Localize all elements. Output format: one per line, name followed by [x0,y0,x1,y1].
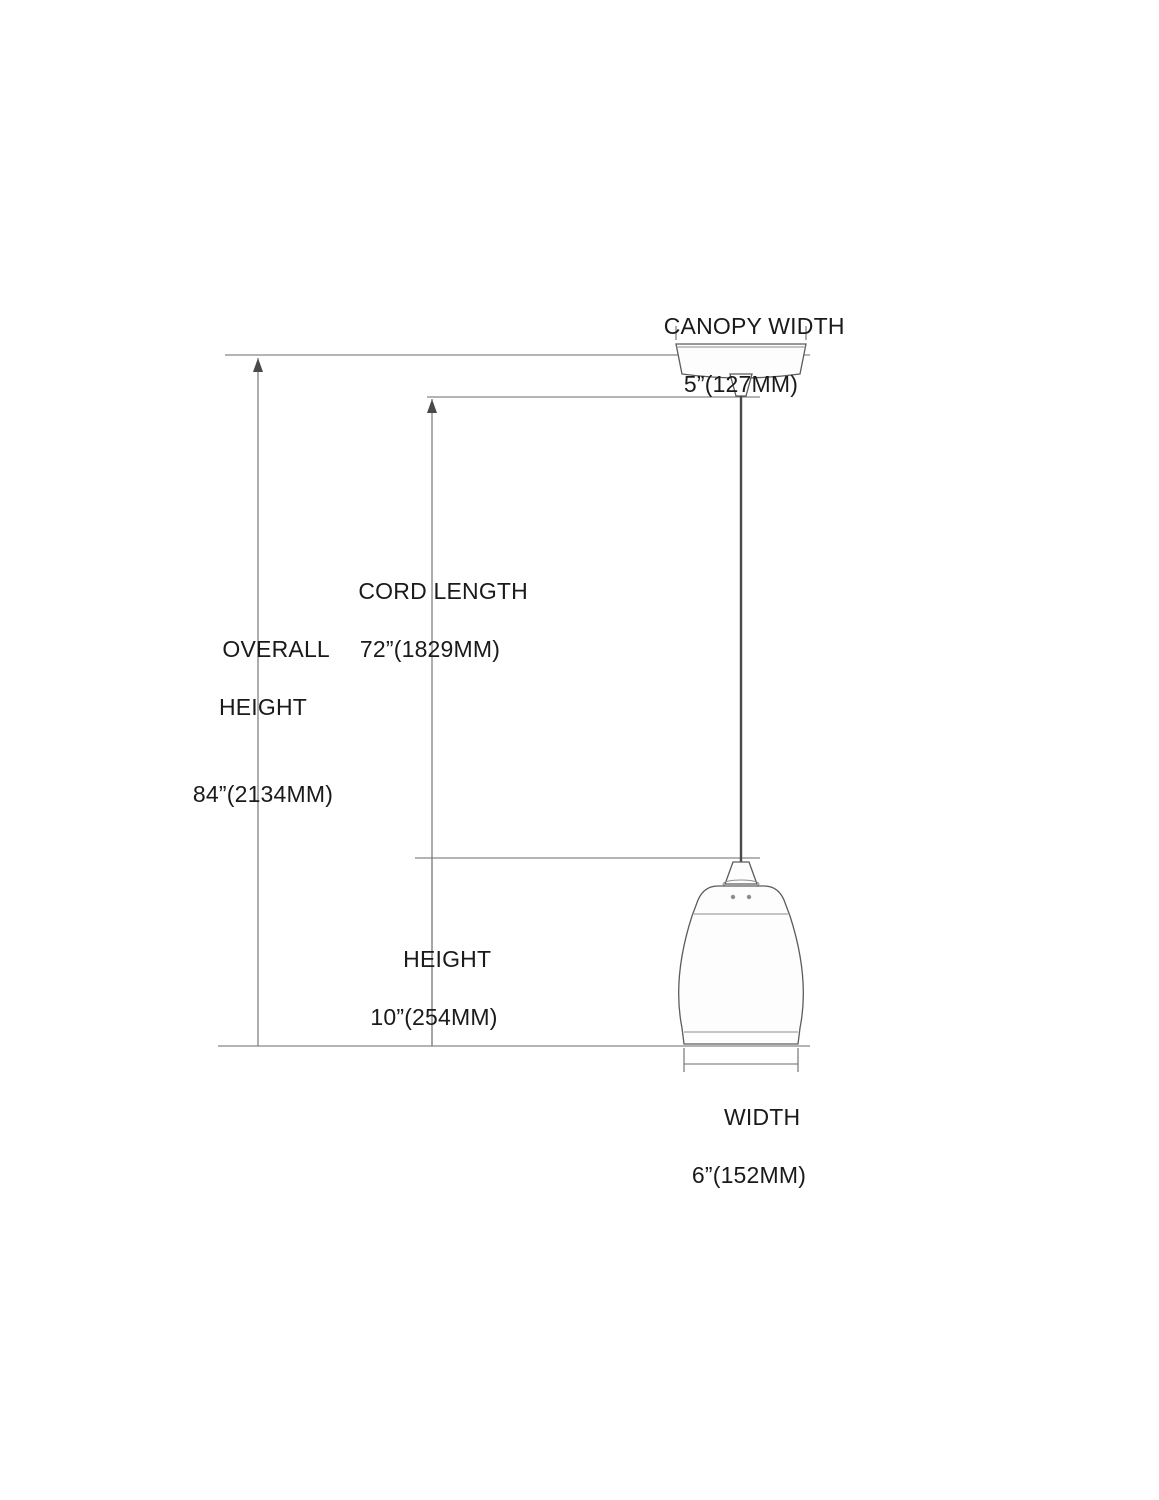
cord-length-arrow-top [427,399,437,413]
cord-length-value: 72”(1829MM) [359,636,501,662]
width-name: WIDTH [724,1104,801,1130]
height-label [318,916,550,1090]
shade-detail-dot-right [747,895,751,899]
height-value: 10”(254MM) [370,1004,498,1030]
canopy-width-label [605,283,877,457]
cord-length-name: CORD LENGTH [358,578,528,604]
width-label [625,1074,873,1248]
overall-height-label [152,606,374,867]
width-value: 6”(152MM) [691,1162,807,1188]
shade-body [679,886,804,1044]
shade-detail-dot-left [731,895,735,899]
overall-height-value: 84”(2134MM) [192,781,334,807]
height-name: HEIGHT [403,946,492,972]
overall-height-name-line1: OVERALL [222,636,330,662]
overall-height-name-line2: HEIGHT [218,694,308,720]
canopy-width-name: CANOPY WIDTH [663,313,845,339]
overall-height-arrow-top [253,358,263,372]
canopy-width-value: 5”(127MM) [683,371,799,397]
